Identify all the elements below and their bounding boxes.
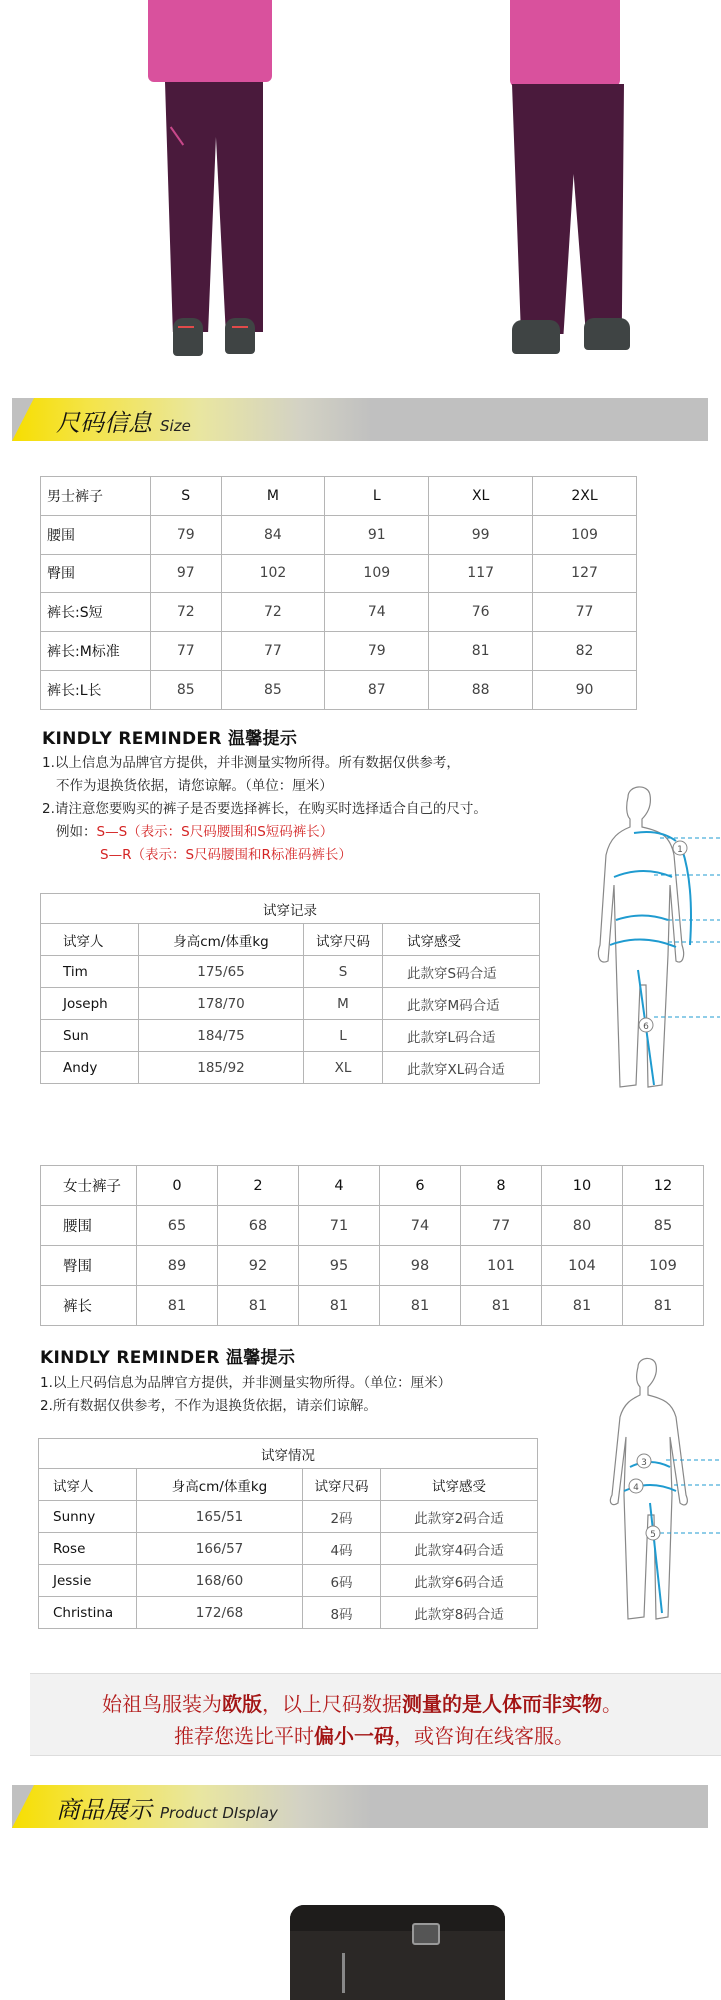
table-cell: 72 bbox=[151, 593, 222, 632]
table-cell: 98 bbox=[380, 1246, 461, 1286]
table-cell: 身高cm/体重kg bbox=[139, 924, 304, 956]
table-row bbox=[39, 1501, 538, 1533]
table-cell: M bbox=[221, 477, 325, 516]
table-cell: Andy bbox=[41, 1052, 139, 1084]
table-cell: 175/65 bbox=[139, 956, 304, 988]
table-cell: 81 bbox=[299, 1286, 380, 1326]
men-reminder-example bbox=[56, 821, 333, 844]
table-cell: 6 bbox=[380, 1166, 461, 1206]
table-cell: 试穿尺码 bbox=[304, 924, 383, 956]
notice-emphasis: 偏小一码 bbox=[314, 1724, 394, 1748]
table-cell: 165/51 bbox=[137, 1501, 303, 1533]
table-cell: Joseph bbox=[41, 988, 139, 1020]
table-cell: 127 bbox=[533, 554, 637, 593]
table-cell: 109 bbox=[623, 1246, 704, 1286]
table-cell: 65 bbox=[137, 1206, 218, 1246]
model-back-photo bbox=[500, 0, 650, 370]
table-cell: 试穿尺码 bbox=[303, 1469, 381, 1501]
table-cell: 71 bbox=[299, 1206, 380, 1246]
hero-model-photos bbox=[0, 0, 721, 385]
size-section-title: 尺码信息 bbox=[56, 409, 152, 437]
table-cell: 81 bbox=[542, 1286, 623, 1326]
table-header-row bbox=[41, 477, 637, 516]
hip-arrow bbox=[610, 939, 676, 947]
body-outline bbox=[610, 1358, 687, 1619]
notice-emphasis: 欧版 bbox=[222, 1692, 262, 1716]
table-cell: 试穿人 bbox=[39, 1469, 137, 1501]
table-cell: 102 bbox=[221, 554, 325, 593]
table-cell: 6码 bbox=[303, 1565, 381, 1597]
table-cell: Rose bbox=[39, 1533, 137, 1565]
marker-6: 6 bbox=[643, 1022, 649, 1032]
table-cell: 81 bbox=[137, 1286, 218, 1326]
sizing-notice bbox=[30, 1673, 721, 1756]
marker-3: 3 bbox=[641, 1458, 647, 1468]
table-cell: 裤长:M标准 bbox=[41, 632, 151, 671]
table-cell: 185/92 bbox=[139, 1052, 304, 1084]
table-cell: 91 bbox=[325, 515, 429, 554]
table-cell: Tim bbox=[41, 956, 139, 988]
table-row bbox=[39, 1533, 538, 1565]
men-reminder-line2: 2.请注意您要购买的裤子是否要选择裤长，在购买时选择适合自己的尺寸。 bbox=[42, 801, 487, 817]
table-row bbox=[41, 956, 540, 988]
table-cell: 试穿感受 bbox=[383, 924, 540, 956]
table-cell: 76 bbox=[429, 593, 533, 632]
buckle-icon bbox=[412, 1923, 440, 1945]
table-cell: S bbox=[304, 956, 383, 988]
table-cell: M bbox=[304, 988, 383, 1020]
table-cell: 臀围 bbox=[41, 554, 151, 593]
notice-text: ，以上尺码数据 bbox=[262, 1692, 402, 1716]
table-cell: 85 bbox=[151, 670, 222, 709]
table-cell: XL bbox=[429, 477, 533, 516]
table-cell: XL bbox=[304, 1052, 383, 1084]
zipper-icon bbox=[342, 1953, 345, 1993]
women-reminder-title: KINDLY REMINDER 温馨提示 bbox=[40, 1348, 296, 1368]
table-cell: 89 bbox=[137, 1246, 218, 1286]
table-cell: 92 bbox=[218, 1246, 299, 1286]
notice-text: 。 bbox=[602, 1692, 622, 1716]
table-caption: 试穿记录 bbox=[41, 894, 540, 924]
table-cell: 95 bbox=[299, 1246, 380, 1286]
table-row bbox=[41, 1286, 704, 1326]
table-cell: 178/70 bbox=[139, 988, 304, 1020]
table-cell: 80 bbox=[542, 1206, 623, 1246]
product-section-subtitle: Product DIsplay bbox=[160, 1804, 278, 1822]
table-cell: 裤长:S短 bbox=[41, 593, 151, 632]
table-cell: 109 bbox=[533, 515, 637, 554]
notice-line1 bbox=[102, 1688, 622, 1717]
table-cell: 77 bbox=[461, 1206, 542, 1246]
table-cell: L bbox=[304, 1020, 383, 1052]
table-cell: 74 bbox=[325, 593, 429, 632]
table-cell: 87 bbox=[325, 670, 429, 709]
chest-arrow bbox=[614, 871, 672, 877]
table-row bbox=[39, 1597, 538, 1629]
marker-4: 4 bbox=[633, 1483, 639, 1493]
table-cell: 4码 bbox=[303, 1533, 381, 1565]
table-cell: 68 bbox=[218, 1206, 299, 1246]
arm-length-arrow bbox=[682, 849, 691, 945]
table-cell: 109 bbox=[325, 554, 429, 593]
table-cell: 184/75 bbox=[139, 1020, 304, 1052]
table-cell: 臀围 bbox=[41, 1246, 137, 1286]
table-cell: 172/68 bbox=[137, 1597, 303, 1629]
table-row bbox=[41, 1020, 540, 1052]
table-cell: 试穿感受 bbox=[381, 1469, 538, 1501]
table-cell: 12 bbox=[623, 1166, 704, 1206]
product-section-banner bbox=[12, 1785, 708, 1828]
neck-arrow bbox=[634, 832, 676, 841]
table-cell: 8 bbox=[461, 1166, 542, 1206]
table-cell: 81 bbox=[218, 1286, 299, 1326]
table-cell: 85 bbox=[221, 670, 325, 709]
example-line2: S—R（表示：S尺码腰围和R标准码裤长） bbox=[100, 847, 352, 863]
table-cell: 90 bbox=[533, 670, 637, 709]
men-reminder-line1b: 不作为退换货依据，请您谅解。（单位：厘米） bbox=[56, 778, 333, 794]
table-cell: 77 bbox=[151, 632, 222, 671]
table-cell: 85 bbox=[623, 1206, 704, 1246]
notice-emphasis: 测量的是人体而非实物 bbox=[402, 1692, 602, 1716]
table-cell: 此款穿M码合适 bbox=[383, 988, 540, 1020]
waist-arrow bbox=[616, 916, 668, 921]
table-cell: 身高cm/体重kg bbox=[137, 1469, 303, 1501]
table-cell: 101 bbox=[461, 1246, 542, 1286]
table-cell: 4 bbox=[299, 1166, 380, 1206]
table-cell: 81 bbox=[623, 1286, 704, 1326]
table-row bbox=[41, 515, 637, 554]
table-cell: 77 bbox=[533, 593, 637, 632]
table-cell: 此款穿4码合适 bbox=[381, 1533, 538, 1565]
notice-line2 bbox=[174, 1720, 574, 1749]
table-cell: 97 bbox=[151, 554, 222, 593]
table-cell: Sun bbox=[41, 1020, 139, 1052]
example-label: 例如： bbox=[56, 824, 97, 840]
women-reminder-line1: 1.以上尺码信息为品牌官方提供，并非测量实物所得。（单位：厘米） bbox=[40, 1375, 452, 1391]
women-size-table bbox=[40, 1165, 704, 1326]
men-size-table bbox=[40, 476, 637, 710]
example-line1: S—S（表示：S尺码腰围和S短码裤长） bbox=[96, 824, 334, 840]
women-body-measurement-diagram bbox=[578, 1355, 721, 1630]
table-cell: Christina bbox=[39, 1597, 137, 1629]
table-cell: 2 bbox=[218, 1166, 299, 1206]
women-reminder-line2: 2.所有数据仅供参考，不作为退换货依据，请亲们谅解。 bbox=[40, 1398, 377, 1414]
table-cell: 88 bbox=[429, 670, 533, 709]
table-cell: 男士裤子 bbox=[41, 477, 151, 516]
table-row bbox=[41, 988, 540, 1020]
table-cell: 此款穿6码合适 bbox=[381, 1565, 538, 1597]
table-cell: 裤长:L长 bbox=[41, 670, 151, 709]
table-row bbox=[41, 1206, 704, 1246]
table-cell: 84 bbox=[221, 515, 325, 554]
table-cell: 2码 bbox=[303, 1501, 381, 1533]
table-cell: 81 bbox=[429, 632, 533, 671]
table-cell: 此款穿L码合适 bbox=[383, 1020, 540, 1052]
table-header-row bbox=[41, 924, 540, 956]
table-row bbox=[41, 593, 637, 632]
table-row bbox=[41, 670, 637, 709]
table-cell: 0 bbox=[137, 1166, 218, 1206]
model-front-photo bbox=[140, 0, 280, 370]
table-cell: 腰围 bbox=[41, 515, 151, 554]
men-trial-table bbox=[40, 893, 540, 1084]
table-cell: 77 bbox=[221, 632, 325, 671]
table-caption: 试穿情况 bbox=[39, 1439, 538, 1469]
table-cell: 裤长 bbox=[41, 1286, 137, 1326]
marker-5: 5 bbox=[650, 1530, 656, 1540]
table-caption-row bbox=[39, 1439, 538, 1469]
table-row bbox=[41, 554, 637, 593]
table-cell: 74 bbox=[380, 1206, 461, 1246]
table-cell: 79 bbox=[325, 632, 429, 671]
table-cell: 99 bbox=[429, 515, 533, 554]
notice-text: 推荐您选比平时 bbox=[174, 1724, 314, 1748]
table-cell: 此款穿8码合适 bbox=[381, 1597, 538, 1629]
table-cell: 104 bbox=[542, 1246, 623, 1286]
women-trial-table bbox=[38, 1438, 538, 1629]
table-row bbox=[39, 1565, 538, 1597]
table-cell: 8码 bbox=[303, 1597, 381, 1629]
table-cell: 2XL bbox=[533, 477, 637, 516]
notice-text: 始祖鸟服装为 bbox=[102, 1692, 222, 1716]
table-cell: 此款穿S码合适 bbox=[383, 956, 540, 988]
men-reminder-title: KINDLY REMINDER 温馨提示 bbox=[42, 729, 298, 749]
table-caption-row bbox=[41, 894, 540, 924]
table-cell: 168/60 bbox=[137, 1565, 303, 1597]
table-cell: 81 bbox=[461, 1286, 542, 1326]
table-cell: 此款穿2码合适 bbox=[381, 1501, 538, 1533]
table-cell: 117 bbox=[429, 554, 533, 593]
table-cell: 166/57 bbox=[137, 1533, 303, 1565]
men-body-measurement-diagram bbox=[570, 785, 720, 1100]
table-cell: 81 bbox=[380, 1286, 461, 1326]
notice-text: ，或咨询在线客服。 bbox=[394, 1724, 574, 1748]
table-cell: 79 bbox=[151, 515, 222, 554]
table-cell: 82 bbox=[533, 632, 637, 671]
table-cell: S bbox=[151, 477, 222, 516]
table-cell: 此款穿XL码合适 bbox=[383, 1052, 540, 1084]
table-cell: L bbox=[325, 477, 429, 516]
size-section-banner bbox=[12, 398, 708, 441]
table-row bbox=[41, 1246, 704, 1286]
table-cell: Sunny bbox=[39, 1501, 137, 1533]
table-cell: 腰围 bbox=[41, 1206, 137, 1246]
size-section-subtitle: Size bbox=[160, 417, 191, 435]
table-cell: 试穿人 bbox=[41, 924, 139, 956]
marker-1: 1 bbox=[677, 845, 683, 855]
table-header-row bbox=[41, 1166, 704, 1206]
product-pants-image bbox=[290, 1905, 505, 2000]
table-cell: 10 bbox=[542, 1166, 623, 1206]
table-header-row bbox=[39, 1469, 538, 1501]
table-row bbox=[41, 1052, 540, 1084]
table-cell: 72 bbox=[221, 593, 325, 632]
product-section-title: 商品展示 bbox=[56, 1796, 152, 1824]
men-reminder-line1: 1.以上信息为品牌官方提供，并非测量实物所得。所有数据仅供参考， bbox=[42, 755, 460, 771]
table-row bbox=[41, 632, 637, 671]
table-cell: Jessie bbox=[39, 1565, 137, 1597]
table-cell: 女士裤子 bbox=[41, 1166, 137, 1206]
